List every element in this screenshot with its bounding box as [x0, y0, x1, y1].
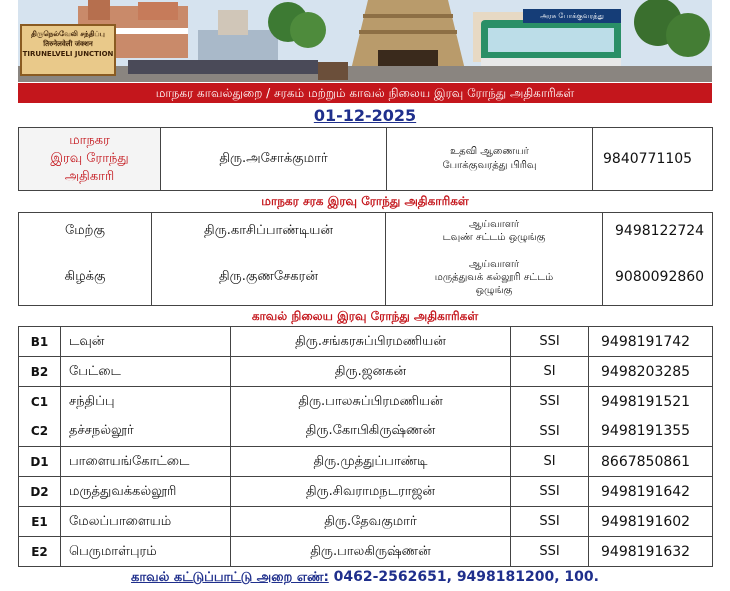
station-officer-rank: SSI — [511, 477, 589, 507]
city-officer-table — [18, 127, 713, 191]
table-row — [19, 387, 713, 417]
station-area: பேட்டை — [61, 357, 231, 387]
table-row — [19, 477, 713, 507]
duty-line: ஆய்வாளர் — [468, 258, 520, 270]
station-officer-name: திரு.முத்துப்பாண்டி — [231, 447, 511, 477]
designation-line: மாநகர — [69, 133, 110, 148]
table-row — [19, 128, 713, 191]
station-area: பாளையங்கோட்டை — [61, 447, 231, 477]
range-officers-table — [18, 212, 713, 306]
station-officer-phone: 9498191742 — [589, 327, 713, 357]
range-zone: கிழக்கு — [19, 250, 152, 306]
designation-line: இரவு ரோந்து — [50, 151, 129, 166]
header-title: மாநகர காவல்துறை / சரகம் மற்றும் காவல் நிலைய இரவு ரோந்து அதிகாரிகள் — [18, 83, 712, 103]
table-row — [19, 417, 713, 447]
station-officer-phone: 9498203285 — [589, 357, 713, 387]
station-code: B1 — [19, 327, 61, 357]
table-row — [19, 507, 713, 537]
table-row — [19, 447, 713, 477]
station-area: டவுன் — [61, 327, 231, 357]
station-officer-name: திரு.ஜனகன் — [231, 357, 511, 387]
city-officer-phone: 9840771105 — [593, 128, 713, 191]
range-officer-duty — [386, 250, 603, 306]
station-section-title: காவல் நிலைய இரவு ரோந்து அதிகாரிகள் — [251, 309, 479, 323]
city-officer-name: திரு.அசோக்குமார் — [161, 128, 387, 191]
control-room-numbers: 0462-2562651, 9498181200, 100. — [333, 569, 599, 585]
bus-board: அரசு போக்குவரத்து — [523, 9, 621, 23]
duty-line: உதவி ஆணையர் — [450, 146, 529, 157]
station-code: E1 — [19, 507, 61, 537]
date-heading: 01-12-2025 — [313, 106, 417, 125]
range-officer-phone: 9498122724 — [603, 213, 713, 250]
duty-line: ஆய்வாளர் — [468, 219, 520, 231]
station-board — [20, 24, 116, 76]
station-area: மேலப்பாளையம் — [61, 507, 231, 537]
station-officer-rank: SSI — [511, 327, 589, 357]
range-officer-name: திரு.காசிப்பாண்டியன் — [152, 213, 386, 250]
range-officer-phone: 9080092860 — [603, 250, 713, 306]
duty-line: போக்குவரத்து பிரிவு — [442, 160, 537, 171]
station-board-english: TIRUNELVELI JUNCTION — [22, 50, 114, 58]
station-code: D1 — [19, 447, 61, 477]
station-officer-rank: SI — [511, 447, 589, 477]
station-officer-phone: 9498191602 — [589, 507, 713, 537]
station-officer-phone: 8667850861 — [589, 447, 713, 477]
designation-line: அதிகாரி — [64, 169, 115, 184]
station-board-hindi: तिरुनेलवेली जंक्शन — [43, 40, 93, 48]
control-room-label: காவல் கட்டுப்பாட்டு அறை எண்: — [131, 570, 329, 585]
station-code: E2 — [19, 537, 61, 567]
table-row — [19, 213, 713, 250]
station-code: C2 — [19, 417, 61, 447]
station-officer-name: திரு.கோபிகிருஷ்ணன் — [231, 417, 511, 447]
range-officer-name: திரு.குணசேகரன் — [152, 250, 386, 306]
station-officers-table — [18, 326, 713, 567]
range-zone: மேற்கு — [19, 213, 152, 250]
station-officer-phone: 9498191521 — [589, 387, 713, 417]
range-officer-duty — [386, 213, 603, 250]
table-row — [19, 537, 713, 567]
station-area: சந்திப்பு — [61, 387, 231, 417]
station-area: மருத்துவக்கல்லூரி — [61, 477, 231, 507]
table-row — [19, 250, 713, 306]
station-code: B2 — [19, 357, 61, 387]
station-officer-name: திரு.பாலகிருஷ்ணன் — [231, 537, 511, 567]
station-officer-name: திரு.சங்கரசுப்பிரமணியன் — [231, 327, 511, 357]
station-officer-phone: 9498191632 — [589, 537, 713, 567]
station-officer-name: திரு.தேவகுமார் — [231, 507, 511, 537]
station-officer-rank: SSI — [511, 507, 589, 537]
city-designation-cell — [19, 128, 161, 191]
table-row — [19, 327, 713, 357]
duty-line: மருத்துவக் கல்லூரி சட்டம் — [434, 271, 554, 283]
header-banner — [18, 0, 712, 82]
duty-line: டவுண் சட்டம் ஒழுங்கு — [442, 232, 546, 244]
station-code: C1 — [19, 387, 61, 417]
station-officer-rank: SSI — [511, 387, 589, 417]
station-officer-name: திரு.பாலசுப்பிரமணியன் — [231, 387, 511, 417]
duty-line: ஒழுங்கு — [475, 284, 513, 296]
city-officer-duty — [387, 128, 593, 191]
station-code: D2 — [19, 477, 61, 507]
station-board-tamil: திருநெல்வேலி சந்திப்பு — [31, 30, 105, 38]
table-row — [19, 357, 713, 387]
control-room-footer — [0, 569, 730, 586]
station-area: பெருமாள்புரம் — [61, 537, 231, 567]
station-officer-phone: 9498191355 — [589, 417, 713, 447]
station-area: தச்சநல்லூர் — [61, 417, 231, 447]
range-section-title: மாநகர சரக இரவு ரோந்து அதிகாரிகள் — [261, 194, 469, 208]
station-officer-rank: SSI — [511, 537, 589, 567]
station-officer-rank: SI — [511, 357, 589, 387]
station-officer-name: திரு.சிவராமநடராஜன் — [231, 477, 511, 507]
station-officer-phone: 9498191642 — [589, 477, 713, 507]
station-officer-rank: SSI — [511, 417, 589, 447]
